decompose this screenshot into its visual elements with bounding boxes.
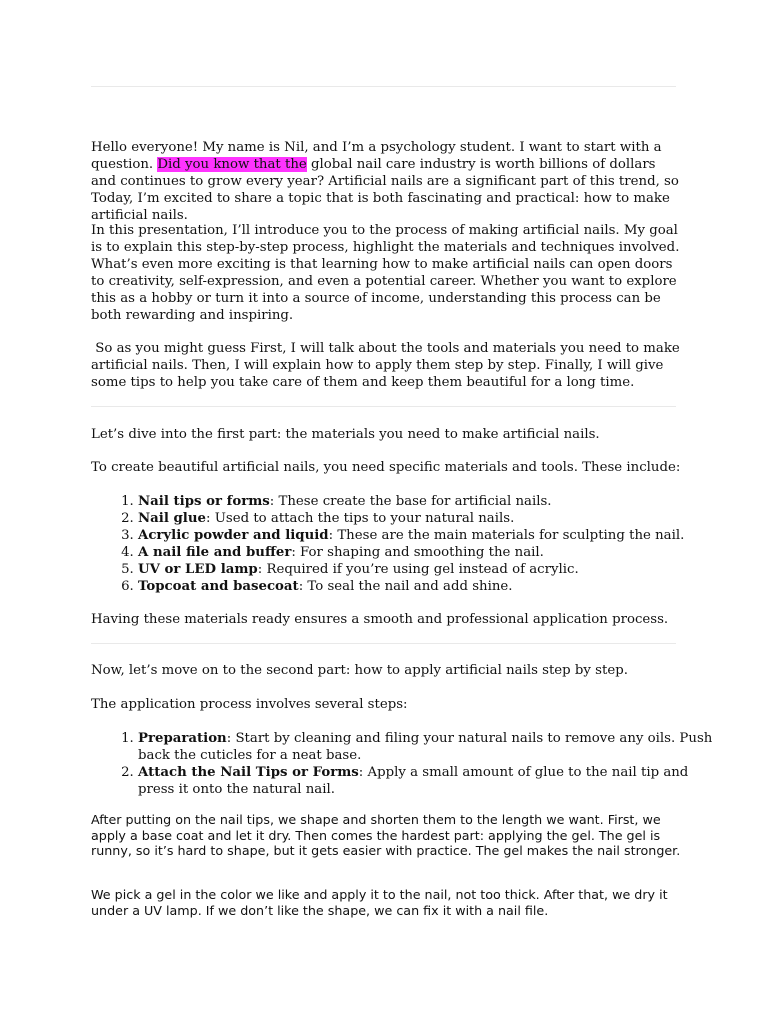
intro-paragraph-1 — [91, 139, 681, 224]
material-term: Nail tips or forms — [138, 494, 270, 509]
material-term: UV or LED lamp — [138, 562, 258, 577]
material-desc: : Required if you’re using gel instead of acrylic. — [257, 562, 579, 577]
list-item — [138, 527, 728, 544]
materials-list — [91, 493, 728, 595]
step-term: Preparation — [138, 731, 227, 746]
list-item — [138, 730, 728, 764]
intro-paragraph-2: In this presentation, I’ll introduce you to the process of making artificial nails. My goal is to explain this step-by-step process, highlight the materials and techniques involved. What’s even more exciting is that learning how to make artificial nails can open doors to creativity, self-expression, and even a potential career. Whether you want to explore this as a hobby or turn it into a source of income, understanding this process can be both rewarding and inspiring. — [91, 223, 680, 323]
material-term: Acrylic powder and liquid — [138, 528, 329, 543]
list-item — [138, 510, 728, 527]
list-item — [138, 493, 728, 510]
divider-2 — [91, 643, 676, 644]
list-item — [138, 578, 728, 595]
step-desc: : Start by cleaning and filing your natural nails to remove any oils. Push back the cuticles for a neat base. — [138, 731, 713, 763]
list-item — [138, 764, 728, 798]
application-paragraph-shape: After putting on the nail tips, we shape and shorten them to the length we want. First, we apply a base coat and let it dry. Then comes the hardest part: applying the gel. The gel is runny, so it’s hard to shape, but it gets easier with practice. The gel makes the nail stronger. — [91, 812, 681, 858]
list-item — [138, 561, 728, 578]
intro-paragraph-3: So as you might guess First, I will talk about the tools and materials you need to make artificial nails. Then, I will explain how to apply them step by step. Finally, I will give some tips to help you take care of them and keep them beautiful for a long time. — [91, 341, 684, 390]
divider-top — [91, 86, 676, 87]
material-term: A nail file and buffer — [138, 545, 292, 560]
material-desc: : To seal the nail and add shine. — [298, 579, 513, 594]
materials-intro: Let’s dive into the first part: the materials you need to make artificial nails. — [91, 427, 600, 442]
step-term: Attach the Nail Tips or Forms — [138, 765, 359, 780]
material-desc: : For shaping and smoothing the nail. — [291, 545, 544, 560]
materials-closing: Having these materials ready ensures a smooth and professional application process. — [91, 612, 669, 627]
application-steps — [91, 730, 728, 798]
material-desc: : These are the main materials for sculpting the nail. — [328, 528, 685, 543]
material-term: Nail glue — [138, 511, 206, 526]
material-term: Topcoat and basecoat — [138, 579, 299, 594]
divider-1 — [91, 406, 676, 407]
step-desc: : Apply a small amount of glue to the nail tip and press it onto the natural nail. — [138, 765, 689, 797]
application-lead: The application process involves several steps: — [91, 697, 408, 712]
list-item — [138, 544, 728, 561]
application-intro: Now, let’s move on to the second part: how to apply artificial nails step by step. — [91, 663, 628, 678]
intro-text-after: global nail care industry is worth billions of dollars and continues to grow every year? Artificial nails are a significant part of this trend, so Today, I’m excited to share a topic that is both fascinating and practical: how to make artificial nails. — [91, 157, 679, 223]
application-paragraph-color: We pick a gel in the color we like and apply it to the nail, not too thick. After that, we dry it under a UV lamp. If we don’t like the shape, we can fix it with a nail file. — [91, 887, 668, 918]
material-desc: : These create the base for artificial nails. — [269, 494, 552, 509]
highlighted-text: Did you know that the — [157, 157, 307, 172]
material-desc: : Used to attach the tips to your natural nails. — [205, 511, 515, 526]
intro-text-before: Hello everyone! My name is Nil, and I’m a psychology student. I want to start with a question. — [91, 140, 662, 172]
materials-lead: To create beautiful artificial nails, you need specific materials and tools. These include: — [91, 460, 681, 475]
